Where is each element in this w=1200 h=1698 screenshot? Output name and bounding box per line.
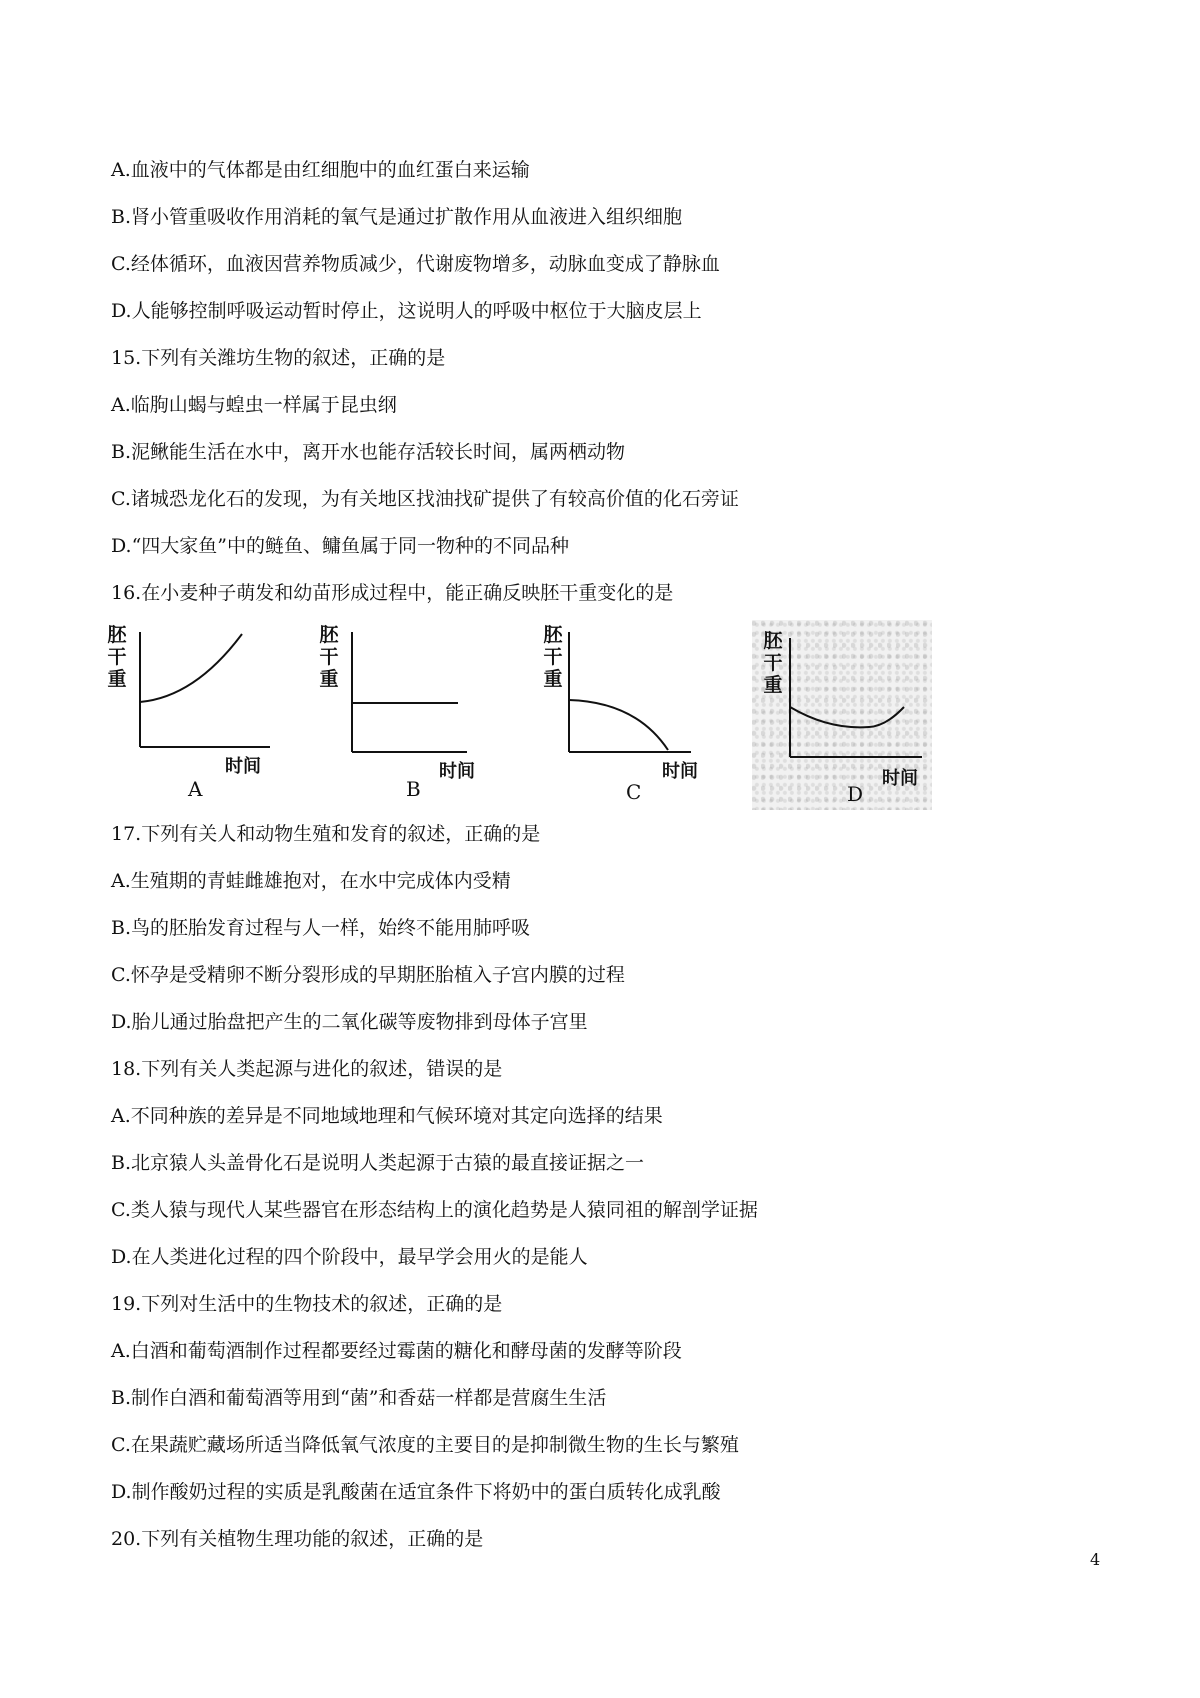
y-axis-label: 胚干重 [543,624,563,690]
q15-option-c: C.诸城恐龙化石的发现，为有关地区找油找矿提供了有较高价值的化石旁证 [111,488,739,510]
page-number: 4 [1090,1550,1101,1569]
y-axis-label: 胚干重 [319,624,339,690]
q15-option-b: B.泥鳅能生活在水中，离开水也能存活较长时间，属两栖动物 [111,441,626,463]
y-axis-label: 胚干重 [107,624,127,690]
q19-stem: 19.下列对生活中的生物技术的叙述，正确的是 [111,1293,503,1315]
trend-curve [569,700,668,750]
option-label: D [847,782,864,806]
q15-stem: 15.下列有关潍坊生物的叙述，正确的是 [111,347,446,369]
trend-curve [790,707,904,727]
graph-d [754,612,949,812]
option-label: A [188,777,203,801]
graph-c [536,612,731,812]
x-axis-label: 时间 [439,761,475,782]
q14-option-a: A.血液中的气体都是由红细胞中的血红蛋白来运输 [111,159,530,181]
graph-a [100,612,295,812]
q18-option-a: A.不同种族的差异是不同地域地理和气候环境对其定向选择的结果 [111,1105,663,1127]
q19-option-d: D.制作酸奶过程的实质是乳酸菌在适宜条件下将奶中的蛋白质转化成乳酸 [111,1481,721,1503]
q16-stem: 16.在小麦种子萌发和幼苗形成过程中，能正确反映胚干重变化的是 [111,582,674,604]
q18-option-b: B.北京猿人头盖骨化石是说明人类起源于古猿的最直接证据之一 [111,1152,645,1174]
q19-option-a: A.白酒和葡萄酒制作过程都要经过霉菌的糖化和酵母菌的发酵等阶段 [111,1340,682,1362]
graph-b [312,612,507,812]
x-axis-label: 时间 [225,756,261,777]
q19-option-c: C.在果蔬贮藏场所适当降低氧气浓度的主要目的是抑制微生物的生长与繁殖 [111,1434,739,1456]
q14-option-c: C.经体循环，血液因营养物质减少，代谢废物增多，动脉血变成了静脉血 [111,253,720,275]
x-axis-label: 时间 [882,768,918,789]
q16-graphs [100,612,940,812]
q17-stem: 17.下列有关人和动物生殖和发育的叙述，正确的是 [111,823,541,845]
q18-option-c: C.类人猿与现代人某些器官在形态结构上的演化趋势是人猿同祖的解剖学证据 [111,1199,758,1221]
q17-option-a: A.生殖期的青蛙雌雄抱对，在水中完成体内受精 [111,870,511,892]
q19-option-b: B.制作白酒和葡萄酒等用到“菌”和香菇一样都是营腐生生活 [111,1387,607,1409]
q14-option-b: B.肾小管重吸收作用消耗的氧气是通过扩散作用从血液进入组织细胞 [111,206,683,228]
q14-option-d: D.人能够控制呼吸运动暂时停止，这说明人的呼吸中枢位于大脑皮层上 [111,300,702,322]
q17-option-b: B.鸟的胚胎发育过程与人一样，始终不能用肺呼吸 [111,917,531,939]
q15-option-a: A.临朐山蝎与蝗虫一样属于昆虫纲 [111,394,397,416]
q18-stem: 18.下列有关人类起源与进化的叙述，错误的是 [111,1058,503,1080]
x-axis-label: 时间 [662,761,698,782]
q20-stem: 20.下列有关植物生理功能的叙述，正确的是 [111,1528,484,1550]
option-label: B [406,777,421,801]
q15-option-d: D.“四大家鱼”中的鲢鱼、鳙鱼属于同一物种的不同品种 [111,535,570,557]
q17-option-d: D.胎儿通过胎盘把产生的二氧化碳等废物排到母体子宫里 [111,1011,588,1033]
option-label: C [626,780,642,804]
q18-option-d: D.在人类进化过程的四个阶段中，最早学会用火的是能人 [111,1246,588,1268]
q17-option-c: C.怀孕是受精卵不断分裂形成的早期胚胎植入子宫内膜的过程 [111,964,625,986]
trend-curve [140,634,242,702]
y-axis-label: 胚干重 [763,630,783,696]
